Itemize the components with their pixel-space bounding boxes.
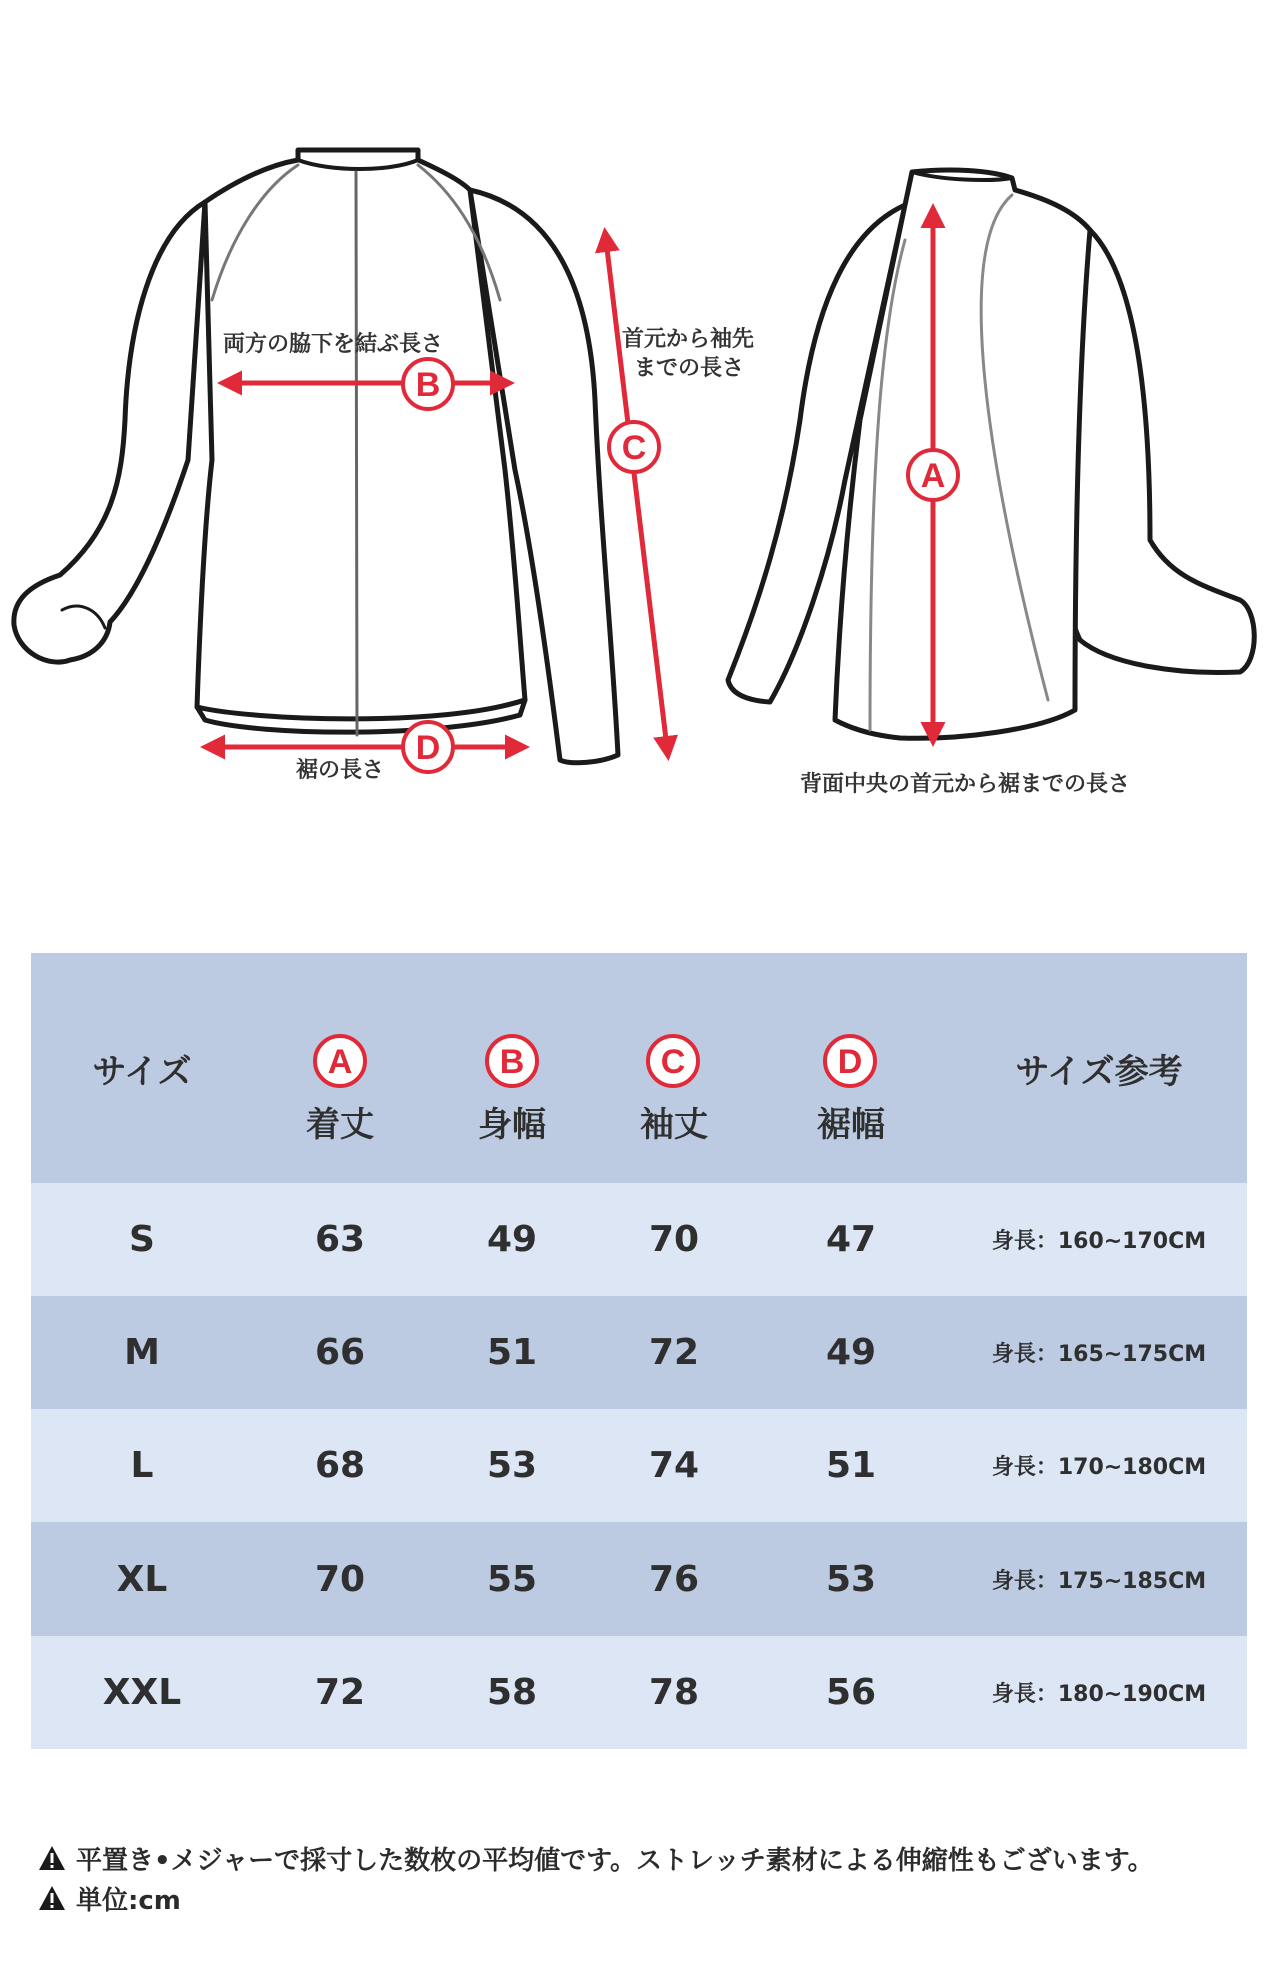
jacket-illustration [0,0,1280,860]
cell-size-reference: 身長：175~185CM [991,1568,1207,1594]
warning-icon [38,1845,66,1871]
note-unit [38,1878,1258,1918]
header-size-reference: サイズ参考 [1015,1051,1183,1092]
hem-label: 裾の長さ [296,758,385,783]
cell-sleeve: 74 [648,1445,700,1486]
size-table [31,953,1247,1749]
marker-a-icon [908,450,958,500]
svg-text:C: C [660,1043,686,1081]
table-row [31,1522,1247,1636]
cell-hem: 56 [825,1672,877,1713]
cell-sleeve: 72 [648,1332,700,1373]
cell-sleeve: 76 [648,1558,700,1600]
cell-hem: 47 [825,1219,877,1260]
cell-hem: 51 [825,1445,877,1486]
header-size: サイズ [92,1051,192,1092]
warning-icon [38,1885,66,1911]
cell-size: XXL [102,1672,182,1713]
svg-text:A: A [327,1043,353,1081]
header-sleeve: 袖丈 [640,1104,708,1145]
table-row [31,1183,1247,1296]
cell-size-reference: 身長：170~180CM [991,1455,1207,1480]
table-row [31,1409,1247,1522]
svg-text:D: D [837,1043,863,1081]
cell-length: 70 [314,1558,366,1600]
header-hem: 裾幅 [817,1104,885,1145]
cell-hem: 49 [825,1332,877,1373]
notes [38,1838,1258,1918]
svg-text:D: D [415,729,441,767]
cell-sleeve: 78 [648,1672,700,1713]
cell-width: 58 [486,1672,538,1713]
marker-b-icon [403,359,453,409]
table-row [31,1296,1247,1409]
cell-length: 68 [314,1445,366,1486]
sleeve-label-line1: 首元から袖先 [622,327,755,352]
note-unit-text: 単位:cm [76,1885,181,1916]
note-measurement [38,1838,1258,1878]
cell-width: 51 [486,1332,538,1373]
svg-text:C: C [621,429,647,467]
back-jacket-drawing [728,170,1254,738]
cell-length: 72 [314,1672,366,1713]
marker-c-icon [609,422,659,472]
jacket-measurement-diagram [0,0,1280,860]
cell-size: S [129,1219,155,1260]
header-length: 着丈 [306,1104,374,1145]
back-length-label: 背面中央の首元から裾までの長さ [800,772,1131,797]
header-width: 身幅 [478,1104,546,1145]
cell-size-reference: 身長：180~190CM [991,1682,1207,1707]
svg-text:B: B [415,366,441,404]
table-header-row [31,953,1247,1183]
cell-width: 53 [486,1445,538,1486]
table-row [31,1636,1247,1749]
sleeve-label-line2: までの長さ [634,356,745,381]
front-width-label: 両方の脇下を結ぶ長さ [223,332,444,357]
cell-length: 63 [314,1219,366,1260]
cell-size-reference: 身長：165~175CM [991,1342,1207,1367]
cell-size-reference: 身長：160~170CM [991,1229,1207,1254]
svg-text:A: A [920,457,946,495]
cell-size: XL [116,1558,168,1600]
svg-text:B: B [499,1043,525,1081]
marker-d-icon [403,722,453,772]
cell-width: 49 [486,1219,538,1260]
cell-size: M [124,1332,160,1373]
cell-sleeve: 70 [648,1219,700,1260]
cell-hem: 53 [825,1558,877,1600]
front-jacket-drawing [14,150,618,763]
cell-length: 66 [314,1332,366,1373]
note-measurement-text: 平置き•メジャーで採寸した数枚の平均値です。ストレッチ素材による伸縮性もございます。 [76,1845,1154,1876]
cell-size: L [130,1445,154,1486]
cell-width: 55 [486,1558,538,1600]
